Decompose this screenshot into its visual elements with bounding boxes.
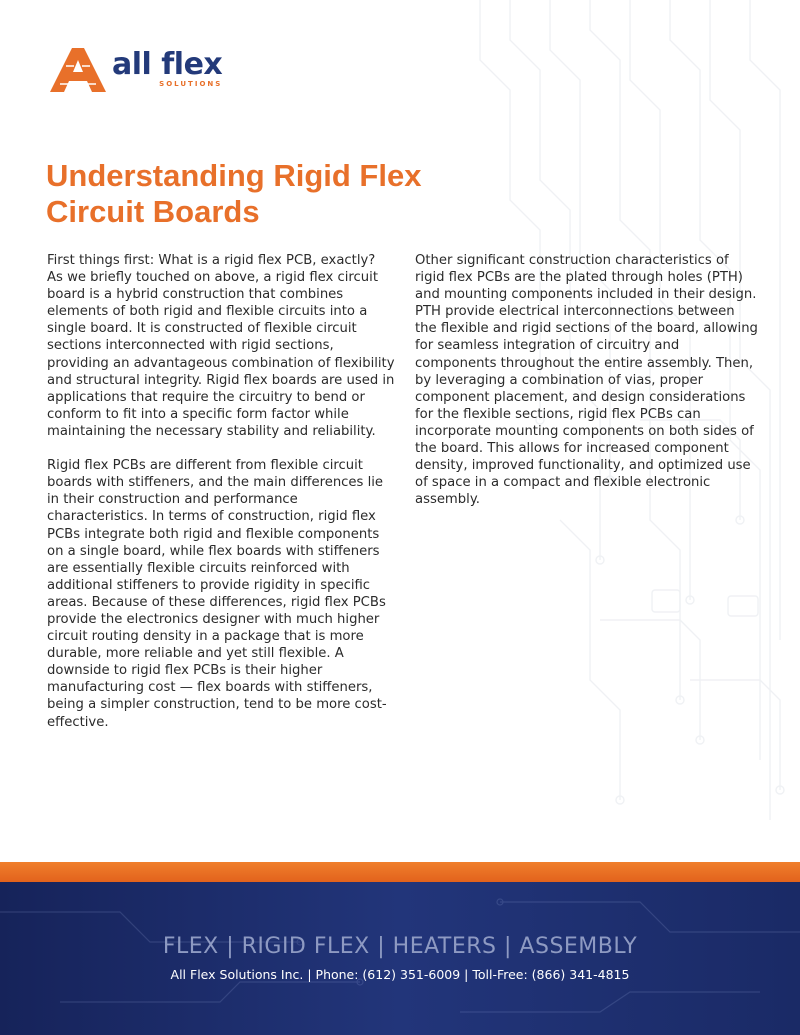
page-title-line-2: Circuit Boards (46, 194, 260, 229)
logo-text (112, 47, 223, 88)
body-column-left (47, 252, 395, 731)
page-title-line-1: Understanding Rigid Flex (46, 158, 422, 193)
logo-subtitle: SOLUTIONS (159, 80, 223, 88)
paragraph: First things first: What is a rigid flex PCB, exactly? As we briefly touched on above, a rigid flex circuit board is a hybrid construction that combines elements of both rigid and flexible circuits into a single board. It is constructed of flexible circuit sections interconnected with rigid sections, providing an advantageous combination of flexibility and structural integrity. Rigid flex boards are used in applications that require the circuitry to bend or conform to fit into a specific form factor while maintaining the necessary stability and reliability. (47, 253, 395, 439)
page-title (46, 158, 566, 230)
footer-services: FLEX | RIGID FLEX | HEATERS | ASSEMBLY (162, 934, 638, 959)
footer (0, 882, 800, 1035)
body-column-right (415, 252, 760, 508)
logo-name: all flex (112, 47, 223, 82)
company-logo[interactable] (46, 44, 222, 94)
logo-a-icon (46, 44, 110, 94)
footer-accent-bar (0, 862, 800, 882)
footer-contact: All Flex Solutions Inc. | Phone: (612) 351-6009 | Toll-Free: (866) 341-4815 (170, 967, 630, 982)
paragraph: Rigid flex PCBs are different from flexible circuit boards with stiffeners, and the main differences lie in their construction and performance characteristics. In terms of construction, rigid flex PCBs integrate both rigid and flexible components on a single board, while flex boards with stiffeners are essentially flexible circuits reinforced with additional stiffeners to provide rigidity in specific areas. Because of these differences, rigid flex PCBs provide the electronics designer with much higher circuit routing density in a package that is more durable, more reliable and yet still flexible. A downside to rigid flex PCBs is their higher manufacturing cost — flex boards with stiffeners, being a simpler construction, tend to be more cost-effective. (47, 458, 387, 730)
paragraph: Other significant construction characteristics of rigid flex PCBs are the plated through holes (PTH) and mounting components included in their design. PTH provide electrical interconnections between the flexible and rigid sections of the board, allowing for seamless integration of circuitry and components throughout the entire assembly. Then, by leveraging a combination of vias, proper component placement, and design considerations for the flexible sections, rigid flex PCBs can incorporate mounting components on both sides of the board. This allows for increased component density, improved functionality, and optimized use of space in a compact and flexible electronic assembly. (415, 253, 758, 508)
